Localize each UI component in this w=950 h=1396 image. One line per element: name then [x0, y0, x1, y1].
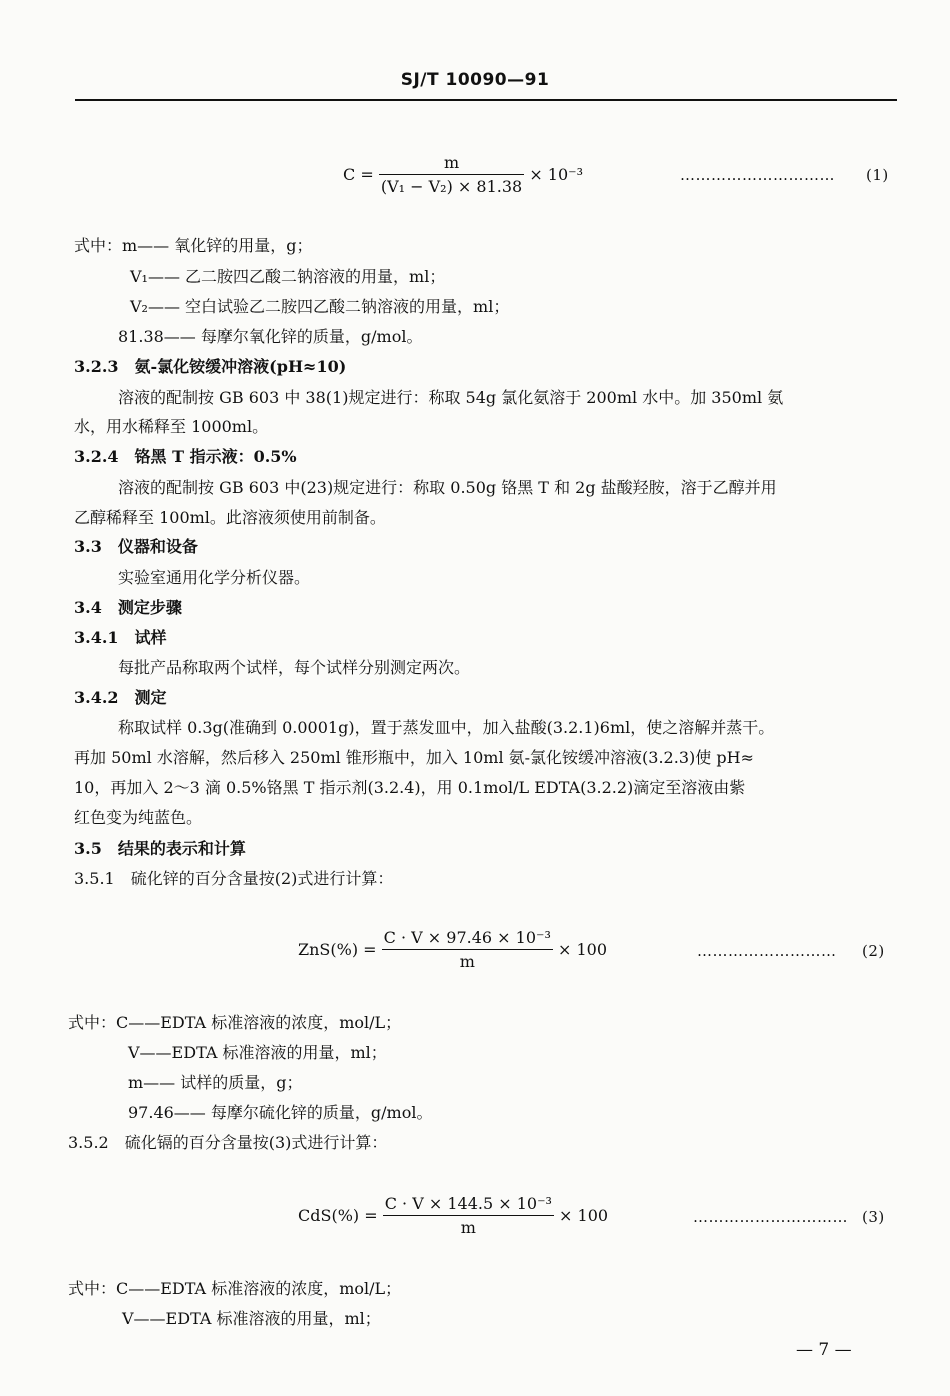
formula-3-lhs: CdS(%) =: [298, 1206, 378, 1225]
formula-2-numerator: C · V × 97.46 × 10⁻³: [382, 928, 553, 950]
line-where-v-2: V——EDTA 标准溶液的用量，ml；: [128, 1043, 387, 1062]
paragraph-3-4-2-line4: 红色变为纯蓝色。: [74, 808, 203, 827]
heading-3-3: 3.3 仪器和设备: [74, 537, 198, 556]
paragraph-3-2-4-line1: 溶液的配制按 GB 603 中(23)规定进行：称取 0.50g 铬黑 T 和 2g 盐酸羟胺，溶于乙醇并用: [118, 478, 777, 497]
formula-3-rhs: × 100: [559, 1206, 609, 1225]
standard-number-header: SJ/T 10090—91: [400, 70, 550, 90]
heading-3-2-4: 3.2.4 铬黑 T 指示液：0.5%: [74, 447, 297, 466]
header-rule: [75, 99, 897, 101]
paragraph-3-4-2-line3: 10，再加入 2～3 滴 0.5%铬黑 T 指示剂(3.2.4)，用 0.1mol/L EDTA(3.2.2)滴定至溶液由紫: [74, 778, 746, 797]
paragraph-3-4-2-line2: 再加 50ml 水溶解，然后移入 250ml 锥形瓶中，加入 10ml 氨-氯化铵缓冲溶液(3.2.3)使 pH≈: [74, 748, 754, 767]
heading-3-2-3: 3.2.3 氨-氯化铵缓冲溶液(pH≈10): [74, 357, 347, 376]
formula-2-number: (2): [862, 942, 885, 960]
formula-3: [298, 1194, 608, 1237]
line-where-v-3: V——EDTA 标准溶液的用量，ml；: [122, 1309, 381, 1328]
formula-1-leader: …………………………: [680, 166, 835, 184]
line-where-8138: 81.38—— 每摩尔氧化锌的质量，g/mol。: [118, 327, 423, 346]
paragraph-3-5-2: 3.5.2 硫化镉的百分含量按(3)式进行计算：: [68, 1133, 388, 1152]
formula-1-numerator: m: [379, 153, 524, 175]
formula-2-rhs: × 100: [557, 940, 608, 959]
formula-2-fraction: [382, 928, 553, 971]
formula-2-lhs: ZnS(%) =: [298, 940, 377, 959]
paragraph-3-4-2-line1: 称取试样 0.3g(准确到 0.0001g)，置于蒸发皿中，加入盐酸(3.2.1)6ml，使之溶解并蒸干。: [118, 718, 775, 737]
paragraph-3-2-3-line2: 水，用水稀释至 1000ml。: [74, 417, 269, 436]
heading-3-4: 3.4 测定步骤: [74, 598, 182, 617]
heading-3-4-2: 3.4.2 测定: [74, 688, 167, 707]
formula-3-number: (3): [862, 1208, 885, 1226]
heading-3-4-1: 3.4.1 试样: [74, 628, 167, 647]
line-where-c-3: 式中：C——EDTA 标准溶液的浓度，mol/L；: [68, 1279, 402, 1298]
paragraph-3-3: 实验室通用化学分析仪器。: [118, 568, 311, 587]
formula-3-denominator: m: [460, 1218, 476, 1237]
paragraph-3-4-1: 每批产品称取两个试样，每个试样分别测定两次。: [118, 658, 471, 677]
paragraph-3-5-1: 3.5.1 硫化锌的百分含量按(2)式进行计算：: [74, 869, 394, 888]
page-number: — 7 —: [796, 1340, 852, 1360]
formula-3-numerator: C · V × 144.5 × 10⁻³: [383, 1194, 554, 1216]
formula-2: [298, 928, 607, 971]
formula-2-denominator: m: [459, 952, 475, 971]
paragraph-3-2-4-line2: 乙醇稀释至 100ml。此溶液须使用前制备。: [74, 508, 386, 527]
line-where-v2: V₂—— 空白试验乙二胺四乙酸二钠溶液的用量，ml；: [130, 297, 510, 316]
line-where-v1: V₁—— 乙二胺四乙酸二钠溶液的用量，ml；: [130, 267, 446, 286]
line-where-9746: 97.46—— 每摩尔硫化锌的质量，g/mol。: [128, 1103, 433, 1122]
paragraph-3-2-3-line1: 溶液的配制按 GB 603 中 38(1)规定进行：称取 54g 氯化氨溶于 200ml 水中。加 350ml 氨: [118, 388, 784, 407]
line-where-c-2: 式中：C——EDTA 标准溶液的浓度，mol/L；: [68, 1013, 402, 1032]
formula-1-lhs: C =: [343, 165, 374, 184]
formula-1-rhs: × 10⁻³: [529, 165, 584, 184]
formula-1-fraction: [379, 153, 524, 196]
line-where-m: 式中：m—— 氧化锌的用量，g；: [74, 236, 313, 255]
heading-3-5: 3.5 结果的表示和计算: [74, 839, 246, 858]
formula-1-denominator: (V₁ − V₂) × 81.38: [380, 177, 523, 196]
formula-1-number: (1): [866, 166, 889, 184]
formula-1: [343, 153, 583, 196]
formula-2-leader: ………………………: [697, 942, 837, 960]
formula-3-leader: …………………………: [693, 1208, 848, 1226]
line-where-m-2: m—— 试样的质量，g；: [128, 1073, 303, 1092]
formula-3-fraction: [383, 1194, 554, 1237]
